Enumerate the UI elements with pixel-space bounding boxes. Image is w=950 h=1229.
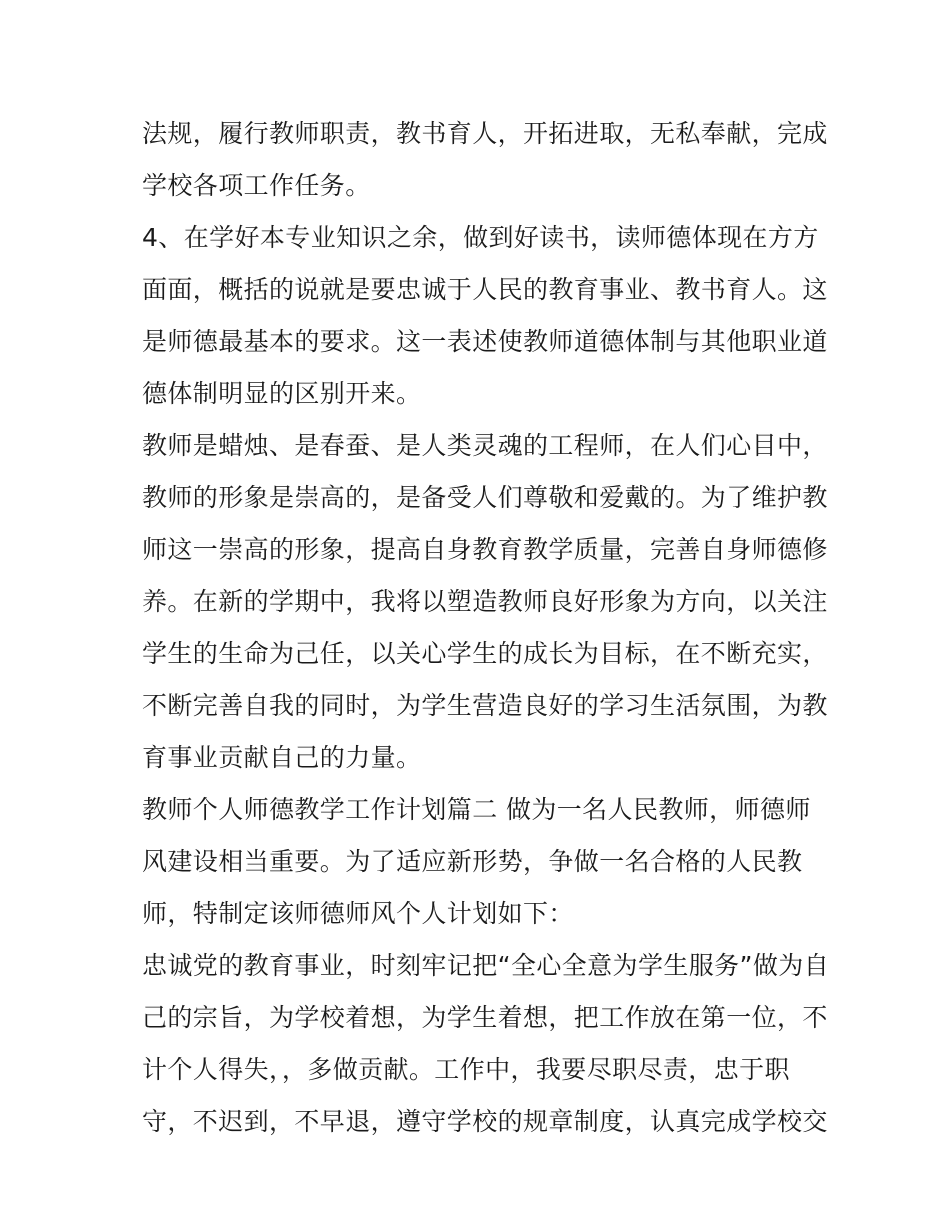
text-line: 教师个人师德教学工作计划篇二 做为一名人民教师，师德师 [142, 795, 811, 824]
text-line: 育事业贡献自己的力量。 [142, 743, 422, 772]
text-line: 面面，概括的说就是要忠诚于人民的教育事业、教书育人。这 [142, 275, 828, 304]
text-line: 学校各项工作任务。 [142, 171, 371, 200]
text-line: 4、在学好本专业知识之余，做到好读书，读师德体现在方方 [142, 223, 819, 252]
text-line: 学生的生命为己任，以关心学生的成长为目标，在不断充实， [142, 639, 828, 668]
text-line: 德体制明显的区别开来。 [142, 379, 422, 408]
text-line: 教师是蜡烛、是春蚕、是人类灵魂的工程师，在人们心目中， [142, 431, 828, 460]
text-line: 师这一崇高的形象，提高自身教育教学质量，完善自身师德修 [142, 535, 828, 564]
text-line: 忠诚党的教育事业，时刻牢记把“全心全意为学生服务”做为自 [142, 951, 830, 980]
text-line: 不断完善自我的同时，为学生营造良好的学习生活氛围，为教 [142, 691, 828, 720]
text-line: 教师的形象是崇高的，是备受人们尊敬和爱戴的。为了维护教 [142, 483, 828, 512]
text-line: 守，不迟到，不早退，遵守学校的规章制度，认真完成学校交 [142, 1107, 828, 1136]
text-line: 风建设相当重要。为了适应新形势，争做一名合格的人民教 [142, 847, 803, 876]
text-line: 养。在新的学期中，我将以塑造教师良好形象为方向，以关注 [142, 587, 828, 616]
text-line: 师，特制定该师德师风个人计划如下： [142, 899, 574, 928]
text-line: 己的宗旨，为学校着想，为学生着想，把工作放在第一位，不 [142, 1003, 828, 1032]
text-line: 法规，履行教师职责，教书育人，开拓进取，无私奉献，完成 [142, 119, 828, 148]
text-line: 计个人得失，，多做贡献。工作中，我要尽职尽责，忠于职 [142, 1055, 790, 1084]
document-body [142, 108, 830, 1148]
text-line: 是师德最基本的要求。这一表述使教师道德体制与其他职业道 [142, 327, 828, 356]
